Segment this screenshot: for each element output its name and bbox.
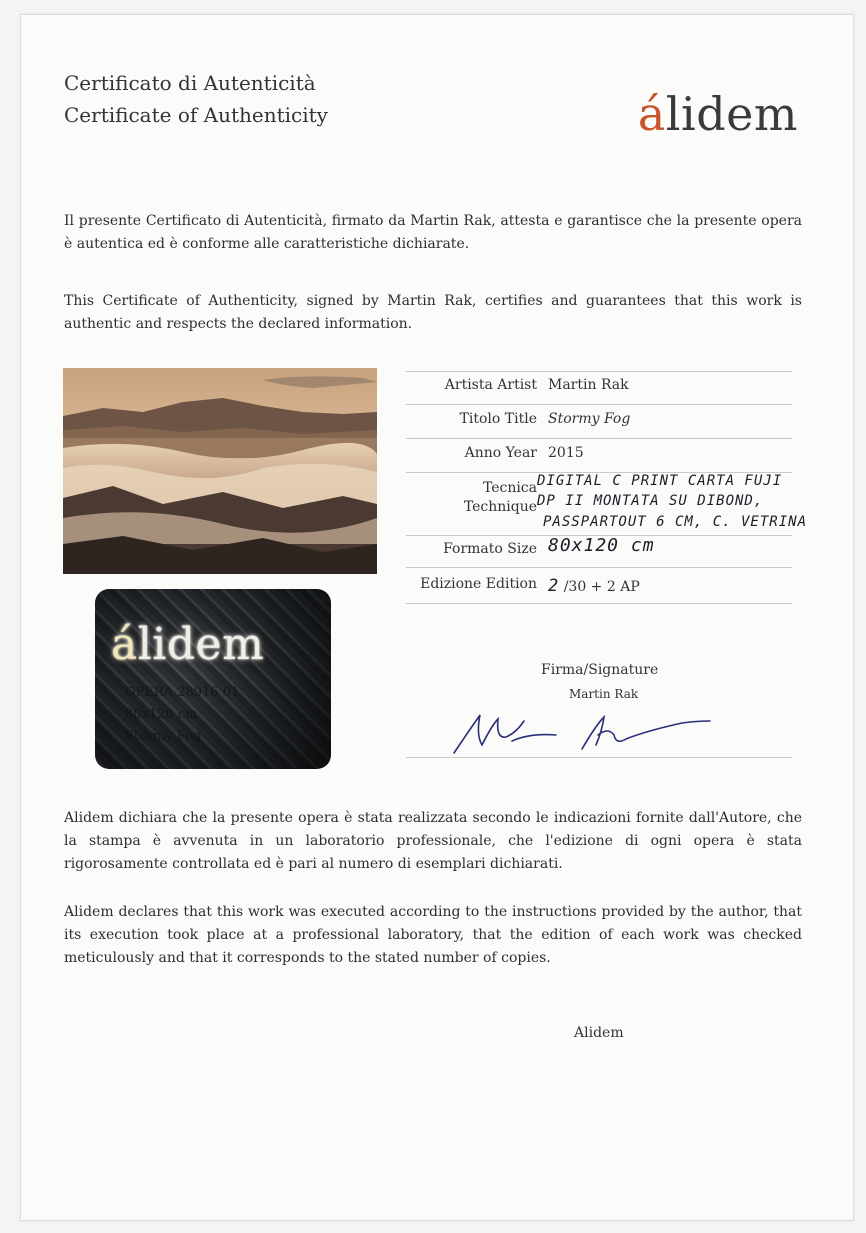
title-italian: Certificato di Autenticità: [64, 71, 316, 95]
logo-text: lidem: [665, 87, 798, 141]
hologram-seal: [95, 589, 331, 769]
year-value: 2015: [548, 445, 584, 461]
hologram-logo: [111, 619, 264, 670]
technique-value-line-3: PASSPARTOUT 6 CM, C. VETRINA: [543, 514, 808, 530]
details-divider: [406, 404, 792, 405]
signature-line: [406, 757, 792, 758]
edition-total: /30 + 2 AP: [563, 579, 640, 595]
intro-italian: Il presente Certificato di Autenticità, firmato da Martin Rak, attesta e garantisce che la presente opera è autentica ed è conforme alle caratteristiche dichiarate.: [64, 213, 802, 252]
title-label: Titolo Title: [459, 411, 537, 427]
artist-value: Martin Rak: [548, 377, 629, 393]
title-value: Stormy Fog: [548, 411, 631, 427]
technique-label-en: Technique: [463, 499, 537, 515]
intro-english: This Certificate of Authenticity, signed by Martin Rak, certifies and guarantees that this work is authentic and respects the declared information.: [64, 293, 802, 332]
certificate-sheet: [20, 14, 854, 1221]
details-divider: [406, 438, 792, 439]
technique-label-it: Tecnica: [482, 480, 537, 496]
edition-label: Edizione Edition: [420, 576, 537, 592]
details-divider: [406, 371, 792, 372]
year-label: Anno Year: [464, 445, 537, 461]
hologram-line-2: 80x120 cm: [125, 707, 198, 722]
details-divider: [406, 567, 792, 568]
edition-number: 2: [548, 576, 560, 596]
hologram-line-3: Stormy Fog: [125, 729, 202, 744]
signature-title: Firma/Signature: [541, 662, 659, 678]
alidem-logo: [638, 87, 798, 141]
size-label: Formato Size: [443, 541, 537, 557]
technique-value-line-1: DIGITAL C PRINT CARTA FUJI: [537, 473, 783, 489]
hologram-logo-text: lidem: [137, 619, 265, 670]
hologram-line-1: OPERA 28916 01: [125, 685, 240, 700]
logo-accent: á: [637, 87, 666, 141]
edition-value: [548, 576, 640, 596]
declaration-english: Alidem declares that this work was executed according to the instructions provided by the author, that its execution took place at a professional laboratory, that the edition of each work was checked meticulously and that it corresponds to the stated number of copies.: [64, 904, 802, 966]
declaration-italian: Alidem dichiara che la presente opera è stata realizzata secondo le indicazioni fornite dall'Autore, che la stampa è avvenuta in un laboratorio professionale, che l'edizione di ogni opera è stata rigorosamente controllata ed è pari al numero di esemplari dichiarati.: [64, 810, 802, 872]
handwritten-signature: [446, 705, 716, 759]
technique-value-line-2: DP II MONTATA SU DIBOND,: [537, 493, 764, 509]
landscape-image: [63, 368, 377, 574]
hologram-logo-accent: á: [111, 619, 138, 670]
size-value: 80x120 cm: [548, 535, 655, 556]
signature-name: Martin Rak: [569, 687, 639, 701]
footer-signoff: Alidem: [574, 1025, 624, 1041]
title-english: Certificate of Authenticity: [64, 103, 328, 127]
details-divider: [406, 603, 792, 604]
artwork-photo: [63, 368, 377, 574]
artist-label: Artista Artist: [444, 377, 537, 393]
